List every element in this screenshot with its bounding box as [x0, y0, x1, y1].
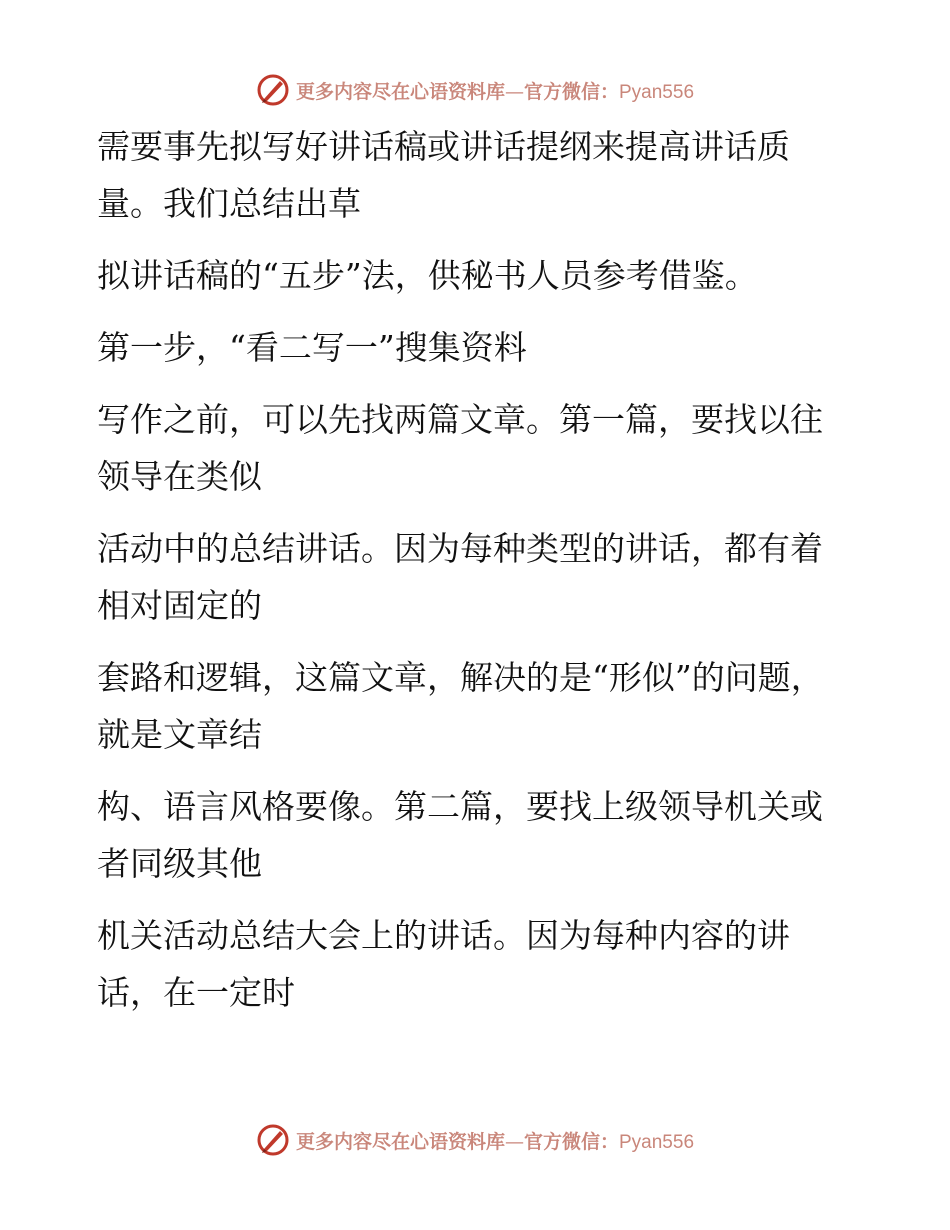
paragraph: 构、语言风格要像。第二篇，要找上级领导机关或者同级其他 — [97, 787, 823, 883]
banner-wechat-id: Pyan556 — [619, 81, 695, 103]
document-body — [97, 118, 837, 1036]
banner-text — [296, 1127, 694, 1154]
banner-separator: — — [504, 1130, 524, 1153]
banner-wechat-label: 官方微信： — [523, 80, 619, 103]
section-heading: 第一步，“看二写一”搜集资料 — [97, 328, 527, 367]
paragraph: 套路和逻辑，这篇文章，解决的是“形似”的问题，就是文章结 — [97, 658, 824, 754]
footer-banner — [0, 1120, 950, 1160]
quill-pen-logo-icon — [256, 73, 290, 107]
paragraph: 机关活动总结大会上的讲话。因为每种内容的讲话，在一定时 — [97, 916, 790, 1012]
banner-wechat-id: Pyan556 — [619, 1131, 695, 1153]
banner-text — [296, 77, 694, 104]
banner-main-text: 更多内容尽在心语资料库 — [295, 1130, 505, 1153]
paragraph: 写作之前，可以先找两篇文章。第一篇，要找以往领导在类似 — [97, 400, 823, 496]
banner-main-text: 更多内容尽在心语资料库 — [295, 80, 505, 103]
paragraph: 拟讲话稿的“五步”法，供秘书人员参考借鉴。 — [97, 256, 758, 295]
header-banner — [0, 70, 950, 110]
banner-separator: — — [504, 80, 524, 103]
paragraph: 需要事先拟写好讲话稿或讲话提纲来提高讲话质量。我们总结出草 — [97, 127, 790, 223]
quill-pen-logo-icon — [256, 1123, 290, 1157]
paragraph: 活动中的总结讲话。因为每种类型的讲话，都有着相对固定的 — [97, 529, 823, 625]
banner-wechat-label: 官方微信： — [523, 1130, 619, 1153]
